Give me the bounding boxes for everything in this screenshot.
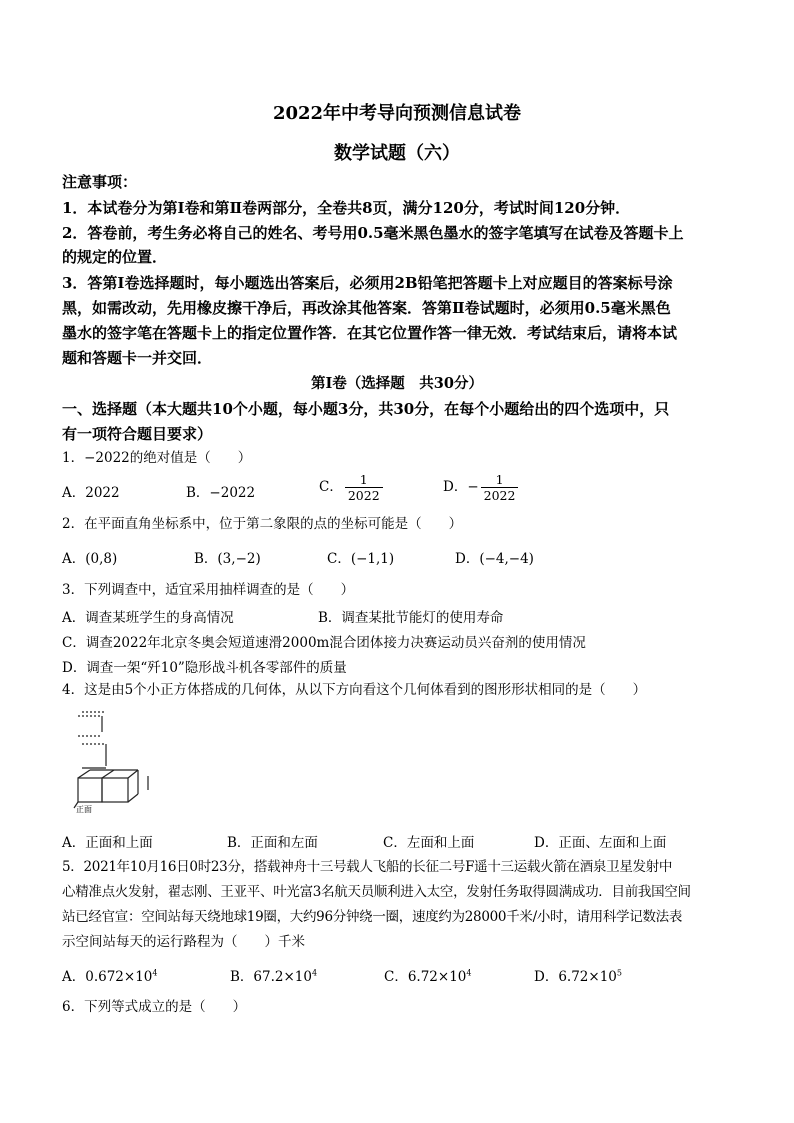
q5-option-c-exponent: 4 [466, 968, 472, 978]
q6-stem: 6．下列等式成立的是（ ） [62, 999, 247, 1015]
q3-option-b: B．调查某批节能灯的使用寿命 [318, 610, 504, 626]
q5-option-c [384, 965, 471, 985]
note-item-2-line-1: 2．答卷前，考生务必将自己的姓名、考号用0.5毫米黑色墨水的签字笔填写在试卷及答题卡上 [62, 224, 684, 242]
q5-line-2: 心精准点火发射，翟志刚、王亚平、叶光富3名航天员顺利进入太空，发射任务取得圆满成功．目前我国空间 [62, 884, 691, 900]
q5-line-1: 5．2021年10月16日0时23分，搭载神舟十三号载人飞船的长征二号F遥十三运载火箭在酒泉卫星发射中 [62, 859, 673, 875]
q3-option-d: D．调查一架“歼10”隐形战斗机各零部件的质量 [62, 660, 347, 676]
q1-option-c [319, 472, 383, 503]
q1-c-numerator: 1 [359, 472, 368, 487]
q2-stem: 2．在平面直角坐标系中，位于第二象限的点的坐标可能是（ ） [62, 516, 463, 532]
notes-heading: 注意事项： [62, 173, 138, 191]
q5-option-c-base: C．6.72×10 [384, 969, 467, 985]
q1-option-a: A．2022 [62, 485, 120, 501]
q5-option-b-exponent: 4 [311, 968, 318, 978]
note-item-3-line-4: 题和答题卡一并交回． [62, 349, 213, 367]
q2-option-d: D．(−4,−4) [455, 551, 534, 567]
q5-option-b-base: B．67.2×10 [230, 969, 312, 985]
q1-option-d-fraction [481, 472, 519, 503]
q1-option-c-prefix: C． [319, 479, 343, 495]
q4-figure-label: 正面 [76, 805, 92, 814]
q5-line-3: 站已经官宣：空间站每天绕地球19圈，大约96分钟绕一圈，速度约为28000千米/小时，请用科学记数法表 [62, 909, 683, 925]
q4-option-c: C．左面和上面 [383, 835, 475, 851]
q1-c-denominator: 2022 [345, 487, 383, 503]
q1-option-c-fraction [345, 472, 383, 503]
note-item-1: 1．本试卷分为第Ⅰ卷和第Ⅱ卷两部分，全卷共8页，满分120分，考试时间120分钟． [62, 199, 631, 217]
q5-option-d [534, 965, 622, 985]
q1-d-numerator: 1 [495, 472, 504, 487]
cube-drawing [68, 702, 158, 820]
q5-option-b [230, 965, 317, 985]
exam-subtitle: 数学试题（六） [334, 143, 460, 164]
q5-line-4: 示空间站每天的运行路程为（ ）千米 [62, 934, 305, 950]
note-item-3-line-1: 3．答第Ⅰ卷选择题时，每小题选出答案后，必须用2B铅笔把答题卡上对应题目的答案标号涂 [62, 274, 673, 292]
q5-option-d-base: D．6.72×10 [534, 969, 617, 985]
note-item-3-line-2: 黑，如需改动，先用橡皮擦干净后，再改涂其他答案．答第Ⅱ卷试题时，必须用0.5毫米黑色 [62, 299, 671, 317]
q1-stem: 1．−2022的绝对值是（ ） [62, 450, 252, 466]
q5-option-d-exponent: 5 [616, 968, 622, 978]
q1-d-denominator: 2022 [481, 487, 519, 503]
q5-option-a-base: A．0.672×10 [62, 969, 153, 985]
q4-stem: 4．这是由5个小正方体搭成的几何体，从以下方向看这个几何体看到的图形形状相同的是（ ） [62, 682, 647, 698]
q1-option-b: B．−2022 [186, 485, 256, 501]
q1-option-d-prefix: D．− [443, 479, 479, 495]
q2-option-c: C．(−1,1) [327, 551, 395, 567]
q5-option-a-exponent: 4 [152, 968, 158, 978]
q4-option-b: B．正面和左面 [227, 835, 318, 851]
q5-option-a [62, 965, 157, 985]
q2-option-b: B．(3,−2) [194, 551, 261, 567]
q1-option-d [443, 472, 518, 503]
q3-option-a: A．调查某班学生的身高情况 [62, 610, 234, 626]
q4-option-a: A．正面和上面 [62, 835, 153, 851]
section-one-line-1: 一、选择题（本大题共10个小题，每小题3分，共30分，在每个小题给出的四个选项中，只 [62, 400, 670, 418]
q3-option-c: C．调查2022年北京冬奥会短道速滑2000m混合团体接力决赛运动员兴奋剂的使用情况 [62, 635, 586, 651]
section-one-line-2: 有一项符合题目要求） [62, 425, 213, 443]
q3-stem: 3．下列调查中，适宜采用抽样调查的是（ ） [62, 582, 355, 598]
part-one-heading: 第Ⅰ卷（选择题 共30分） [311, 375, 483, 392]
exam-title: 2022年中考导向预测信息试卷 [272, 103, 522, 124]
q4-cube-figure [68, 702, 158, 820]
q4-option-d: D．正面、左面和上面 [534, 835, 667, 851]
q2-option-a: A．(0,8) [62, 551, 118, 567]
note-item-2-line-2: 的规定的位置． [62, 248, 168, 266]
note-item-3-line-3: 墨水的签字笔在答题卡上的指定位置作答．在其它位置作答一律无效．考试结束后，请将本试 [62, 324, 678, 342]
